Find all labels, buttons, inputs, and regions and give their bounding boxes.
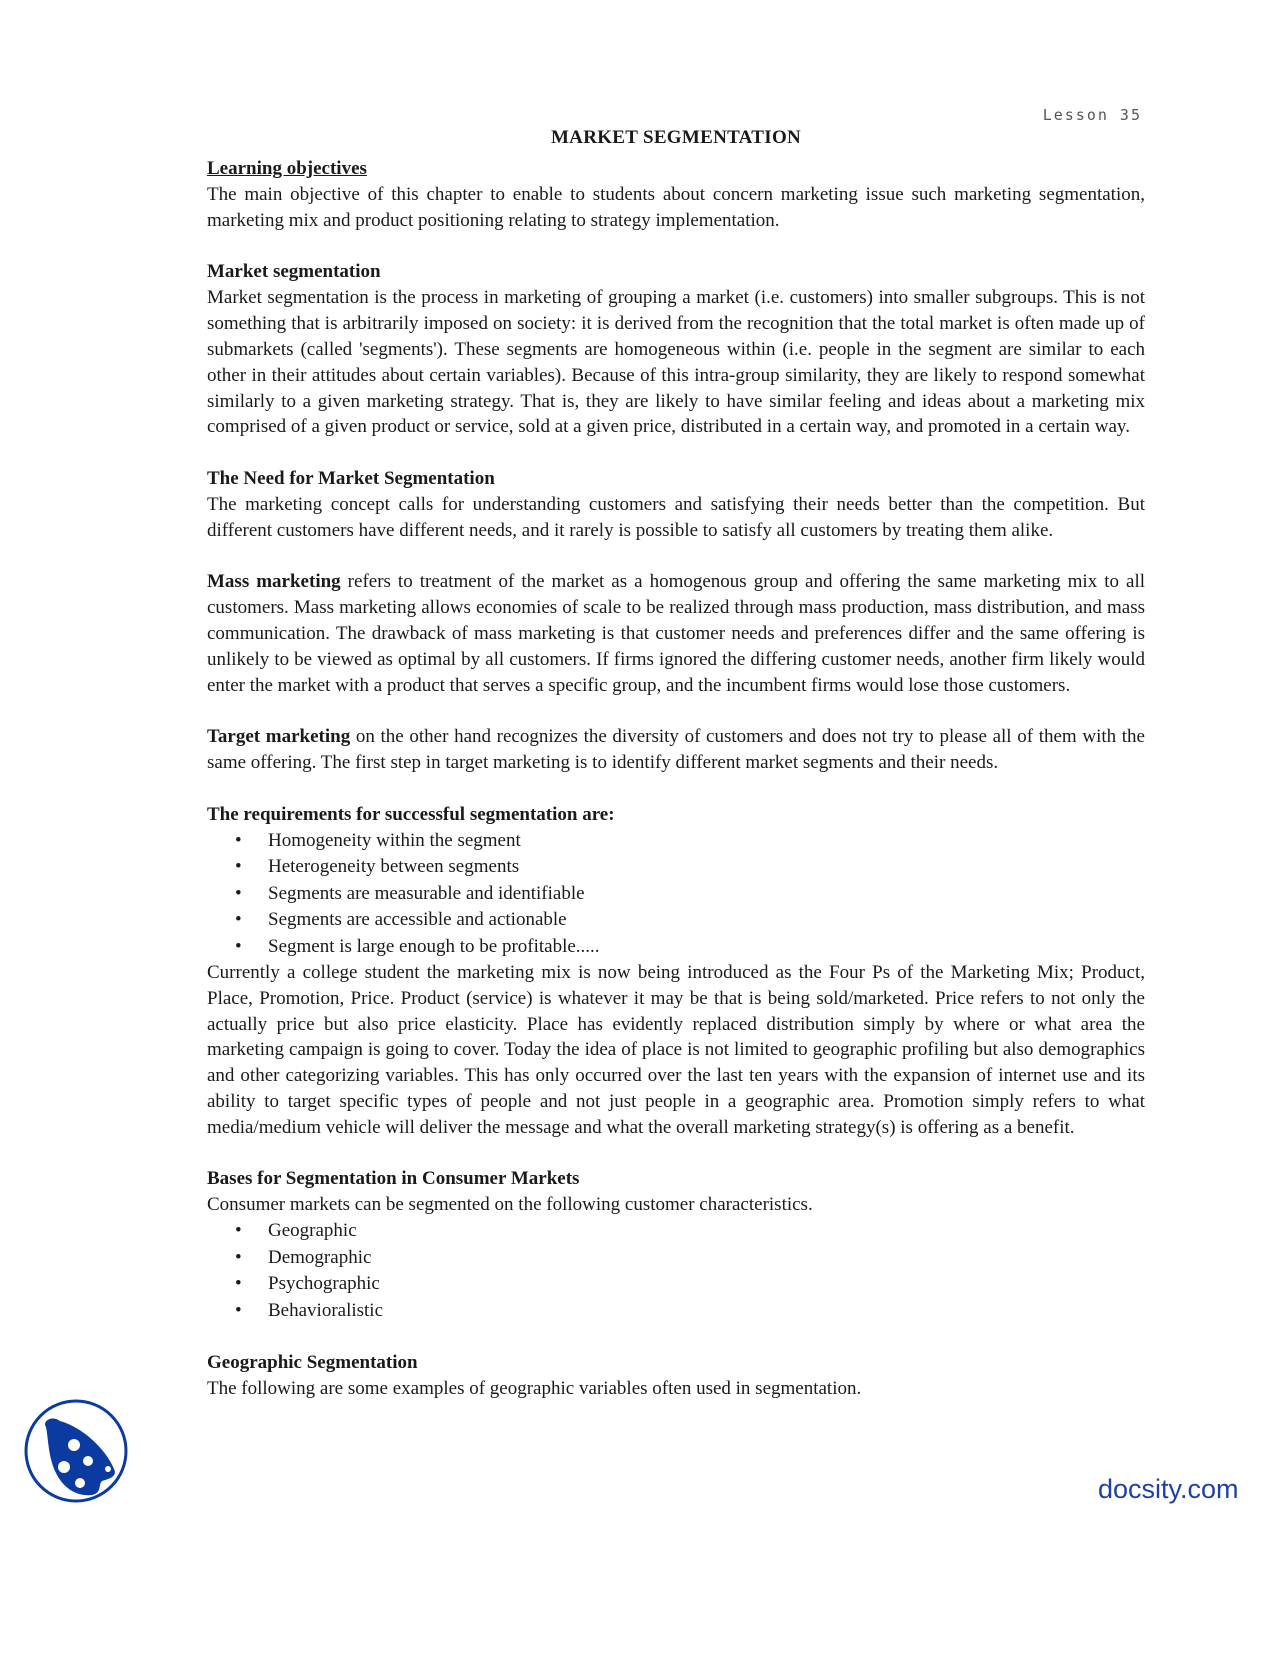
list-item: • Heterogeneity between segments (207, 854, 1145, 881)
mass-marketing-term: Mass marketing (207, 571, 341, 593)
learning-objectives-section (207, 156, 1145, 234)
bullet-icon: • (235, 909, 242, 931)
page-title: MARKET SEGMENTATION (550, 127, 802, 148)
geographic-heading: Geographic Segmentation (207, 1352, 418, 1373)
bases-section (207, 1166, 1145, 1324)
docsity-logo-icon[interactable] (22, 1397, 130, 1505)
bullet-icon: • (235, 882, 242, 904)
list-item: • Homogeneity within the segment (207, 828, 1145, 855)
list-item: • Behavioralistic (207, 1298, 1145, 1325)
list-item: • Psychographic (207, 1271, 1145, 1298)
mass-marketing-text: refers to treatment of the market as a homogenous group and offering the same marketing mix to all customers. Mass marketing allows economies of scale to be realized through mass production, mass distribution, and mass communication. The drawback of mass marketing is that customer needs and preferences differ and the same offering is unlikely to be viewed as optimal by all customers. If firms ignored the differing customer needs, another firm likely would enter the market with a product that serves a specific group, and the incumbent firms would lose those customers. (207, 571, 1146, 696)
list-item: • Segments are accessible and actionable (207, 907, 1145, 934)
learning-objectives-text: The main objective of this chapter to enable to students about concern marketing issue such marketing segmentation, marketing mix and product positioning relating to strategy implementation. (207, 184, 1145, 231)
four-ps-text: Currently a college student the marketing mix is now being introduced as the Four Ps of the Marketing Mix; Product, Place, Promotion, Price. Product (service) is whatever it may be that is being sold/marketed. Price refers to not only the actually price but also price elasticity. Place has evidently replaced distribution simply by where or what area the marketing campaign is going to cover. Today the idea of place is not limited to geographic profiling but also demographics and other categorizing variables. This has only occurred over the last ten years with the expansion of internet use and its ability to target specific types of people and not just people in a geographic area. Promotion simply refers to what media/medium vehicle will deliver the message and what the overall marketing strategy(s) is offering as a benefit. (207, 962, 1145, 1138)
document-page (207, 126, 1145, 1402)
target-marketing-term: Target marketing (207, 726, 351, 748)
bases-heading: Bases for Segmentation in Consumer Markets (207, 1168, 580, 1190)
list-item: • Geographic (207, 1218, 1145, 1245)
bullet-icon: • (235, 1246, 242, 1268)
need-section (207, 466, 1145, 544)
bullet-icon: • (235, 1299, 242, 1321)
need-heading: The Need for Market Segmentation (207, 467, 495, 489)
geographic-text: The following are some examples of geographic variables often used in segmentation. (207, 1378, 862, 1399)
need-text: The marketing concept calls for understanding customers and satisfying their needs better than the competition. But different customers have different needs, and it rarely is possible to satisfy all customers by treating them alike. (207, 493, 1145, 541)
market-segmentation-section (207, 259, 1145, 440)
bullet-icon: • (235, 1220, 242, 1242)
bullet-icon: • (235, 1273, 242, 1295)
bullet-icon: • (235, 856, 242, 878)
bullet-icon: • (235, 935, 242, 957)
lesson-number-tag: Lesson 35 (1042, 106, 1142, 124)
bullet-icon: • (235, 829, 242, 851)
list-item: • Segment is large enough to be profitable..... (207, 934, 1145, 961)
geographic-section (207, 1350, 1145, 1402)
list-item: • Segments are measurable and identifiable (207, 881, 1145, 908)
target-marketing-paragraph (207, 724, 1145, 776)
requirements-section (207, 802, 1145, 1141)
bases-list (207, 1218, 1145, 1324)
list-item: • Demographic (207, 1245, 1145, 1272)
requirements-list (207, 828, 1145, 961)
target-marketing-text: on the other hand recognizes the diversity of customers and does not try to please all of them with the same offering. The first step in target marketing is to identify different market segments and their needs. (207, 726, 1145, 773)
mass-marketing-paragraph (207, 569, 1145, 698)
bases-text: Consumer markets can be segmented on the following customer characteristics. (207, 1194, 813, 1216)
docsity-brand-link[interactable]: docsity.com (1098, 1474, 1239, 1504)
learning-objectives-heading: Learning objectives (207, 158, 367, 179)
market-segmentation-text: Market segmentation is the process in marketing of grouping a market (i.e. customers) into smaller subgroups. This is not something that is arbitrarily imposed on society: it is derived from the recognition that the total market is often made up of submarkets (called 'segments'). These segments are homogeneous within (i.e. people in the segment are similar to each other in their attitudes about certain variables). Because of this intra-group similarity, they are likely to respond somewhat similarly to a given marketing strategy. That is, they are likely to have similar feeling and ideas about a marketing mix comprised of a given product or service, sold at a given price, distributed in a certain way, and promoted in a certain way. (207, 287, 1145, 438)
requirements-heading: The requirements for successful segmentation are: (207, 803, 615, 825)
market-segmentation-heading: Market segmentation (207, 261, 381, 283)
